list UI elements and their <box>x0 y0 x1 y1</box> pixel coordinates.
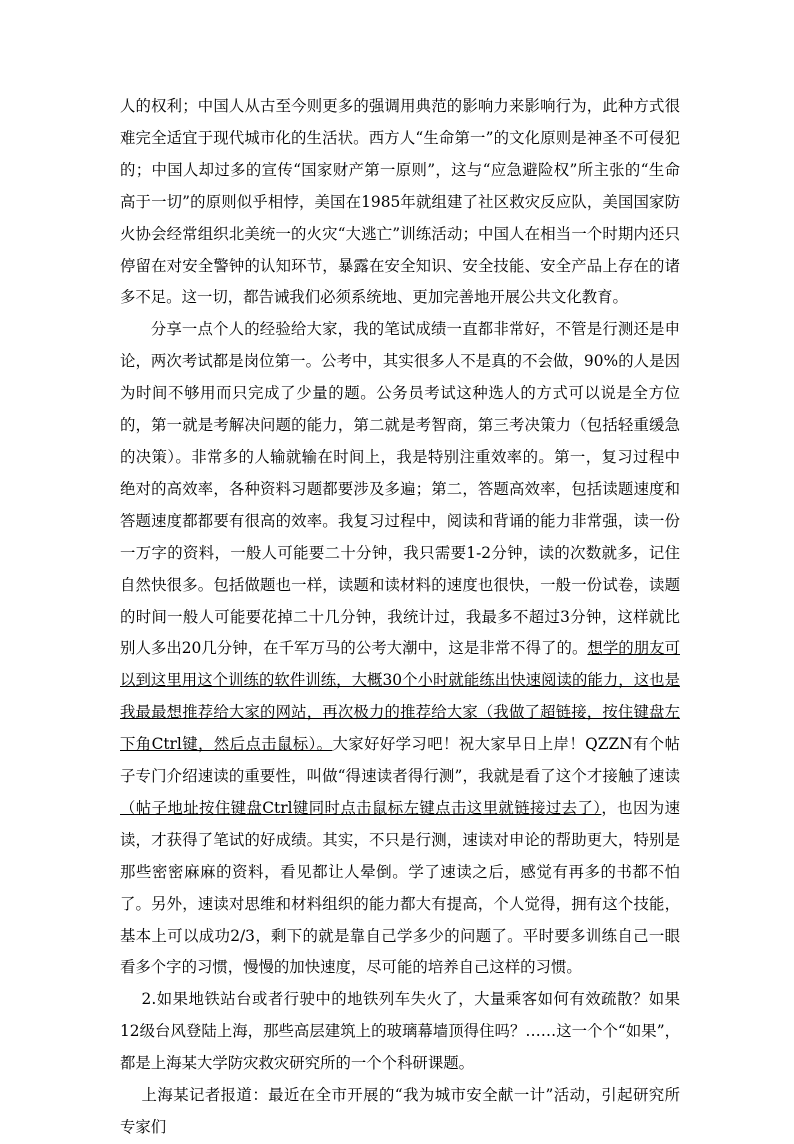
paragraph-subway-fire: 2.如果地铁站台或者行驶中的地铁列车失火了，大量乘客如何有效疏散？如果12级台风登陆上海，那些高层建筑上的玻璃幕墙顶得住吗？……这一个个“如果”，都是上海某大学防灾救灾研究所的一个个科研课题。 <box>120 990 680 1073</box>
post-address-link[interactable]: （帖子地址按住键盘Ctrl键同时点击鼠标左键点击这里就链接过去了） <box>120 798 602 817</box>
paragraph-experience <box>120 314 680 984</box>
experience-text: 分享一点个人的经验给大家，我的笔试成绩一直都非常好，不管是行测还是申论，两次考试都是岗位第一。公考中，其实很多人不是真的不会做，90%的人是因为时间不够用而只完成了少量的题。公务员考试这种选人的方式可以说是全方位的，第一就是考解决问题的能力，第二就是考智商，第三考决策力（包括轻重缓急的决策）。非常多的人输就输在时间上，我是特别注重效率的。第一，复习过程中绝对的高效率，各种资料习题都要涉及多遍；第二，答题高效率，包括读题速度和答题速度都都要有很高的效率。我复习过程中，阅读和背诵的能力非常强，读一份一万字的资料，一般人可能要二十分钟，我只需要1-2分钟，读的次数就多，记住自然快很多。包括做题也一样，读题和读材料的速度也很快，一般一份试卷，读题的时间一般人可能要花掉二十几分钟，我统计过，我最多不超过3分钟，这样就比别人多出20几分钟，在千军万马的公考大潮中，这是非常不得了的。 <box>120 320 680 658</box>
experience-text-continued: 大家好好学习吧！祝大家早日上岸！QZZN有个帖子专门介绍速读的重要性，叫做“得速读者得行测”，我就是看了这个才接触了速读 <box>120 735 680 786</box>
paragraph-public-culture: 人的权利；中国人从古至今则更多的强调用典范的影响力来影响行为，此种方式很难完全适宜于现代城市化的生活状。西方人“生命第一”的文化原则是神圣不可侵犯的；中国人却过多的宣传“国家财产第一原则”，这与“应急避险权”所主张的“生命高于一切”的原则似乎相悖，美国在1985年就组建了社区救灾反应队，美国国家防火协会经常组织北美统一的火灾“大逃亡”训练活动；中国人在相当一个时期内还只停留在对安全警钟的认知环节，暴露在安全知识、安全技能、安全产品上存在的诸多不足。这一切，都告诫我们必须系统地、更加完善地开展公共文化教育。 <box>120 97 680 307</box>
paragraph-reporter: 上海某记者报道：最近在全市开展的“我为城市安全献一计”活动，引起研究所专家们 <box>120 1086 680 1136</box>
experience-text-end: ，也因为速读，才获得了笔试的好成绩。其实，不只是行测，速读对申论的帮助更大，特别是那些密密麻麻的资料，看见都让人晕倒。学了速读之后，感觉有再多的书都不怕了。另外，速读对思维和材料组织的能力都大有提高，个人觉得，拥有这个技能，基本上可以成功2/3，剩下的就是靠自己学多少的问题了。平时要多训练自己一眼看多个字的习惯，慢慢的加快速度，尽可能的培养自己这样的习惯。 <box>120 798 680 977</box>
document-page <box>120 91 680 1144</box>
training-software-link[interactable]: 想学的朋友可以到这里用这个训练的软件训练，大概30个小时就能练出快速阅读的能力，这也是我最最想推荐给大家的网站，再次极力的推荐给大家（我做了超链接，按住键盘左下角Ctrl键，然后点击鼠标）。 <box>120 639 680 754</box>
